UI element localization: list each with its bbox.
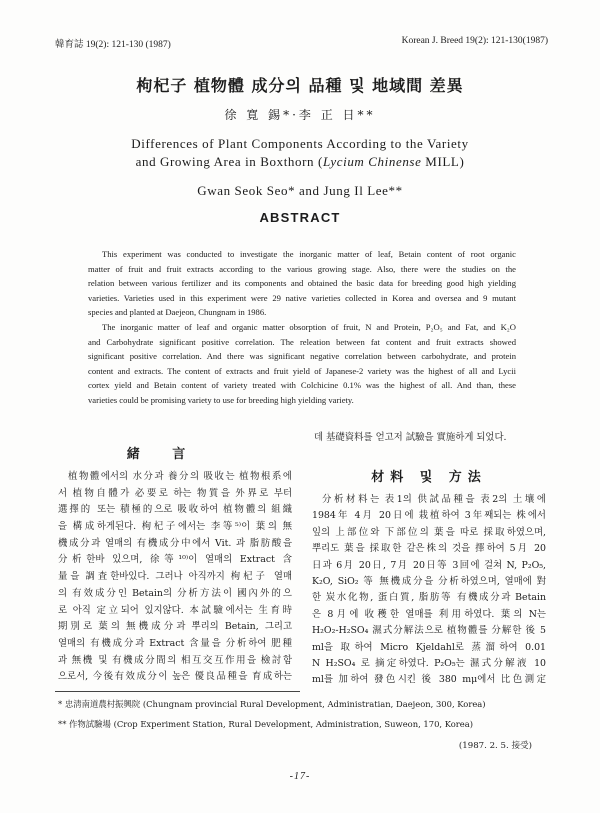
- species-name: Lycium Chinense: [322, 154, 422, 169]
- abstract-heading: ABSTRACT: [259, 210, 341, 225]
- body-line: ml를 加하여 發色시킨 後 380 mμ에서 比色測定: [312, 674, 546, 686]
- abstract-line: species and planted at Daejeon, Chungnam in 1986.: [88, 307, 267, 317]
- title-english-line-2: [0, 154, 600, 170]
- body-line: 로 아직 定立되어 있지않다. 本試驗에서는 生育時: [58, 604, 292, 616]
- methods-body: [312, 492, 546, 689]
- page-number: -17-: [289, 771, 311, 782]
- body-line: 日과 6月 20日, 7月 20日等 3回에 걸쳐 N, P₂O₅,: [312, 559, 546, 571]
- body-line: H₂O₂-H₂SO₄ 濕式分解法으로 植物體를 分解한 後 5: [312, 625, 546, 637]
- body-line: 은 8月에 收穫한 열매를 利用하였다. 葉의 N는: [312, 608, 546, 620]
- title-english-line-2-pre: and Growing Area in Boxthorn (: [135, 154, 323, 169]
- abstract-line: varieties could be promising variety to use for breeding high yielding variety.: [88, 394, 354, 405]
- title-english-line-2-post: MILL): [421, 154, 465, 169]
- body-line: 量을 調査한바있다. 그러나 아직까지 枸杞子 열매: [58, 571, 292, 583]
- running-header-left: 韓育誌 19(2): 121-130 (1987): [55, 40, 171, 50]
- footnote-affiliation-2: ** 作物試驗場 (Crop Experiment Station, Rural Development, Administration, Suweon, 170, Korea): [58, 719, 474, 729]
- body-line: 으로서, 今後有效成分이 높은 優良品種을 育成하는: [58, 671, 292, 683]
- footnote-affiliation-1: * 忠淸南道農村振興院 (Chungnam provincial Rural Development, Administratian, Daejeon, 300, Korea): [58, 699, 486, 709]
- body-line: 서 植物自體가 必要로 하는 物質을 外界로 부터: [58, 487, 292, 499]
- body-line: K₂O, SiO₂ 等 無機成分을 分析하였으며, 열매에 對: [312, 575, 546, 587]
- body-line: 機成分과 열매의 有機成分中에서 Vit. 과 脂肪酸을: [58, 537, 292, 549]
- abstract-line: matter of fruit and fruit extracts according to the various growing stage. Also, there were the studies on the: [88, 263, 516, 274]
- abstract-line: and Carbohydrate significant positive correlation. The releation between fat content and fruit extracts showed: [88, 336, 516, 347]
- abstract-line: significant positive correlation. And there was significant negative correlation between carbohydrate, and protein: [88, 351, 516, 361]
- body-line: N H₂SO₄ 로 摘定하였다. P₂O₅는 濕式分解液 10: [312, 657, 546, 669]
- abstract-line: This experiment was conducted to investigate the inorganic matter of leaf, Betain content of root organic: [102, 249, 516, 259]
- abstract-line: content and extracts. The content of extracts and fruit yield of Japanese-2 variety was the highest of all and Lycii: [88, 365, 516, 376]
- body-line: 과 無機 및 有機成分間의 相互交互作用을 檢討함: [58, 654, 292, 666]
- abstract-line: relation between various fertilizer and its components and obtained the basic data for breeding good high yielding: [88, 278, 516, 288]
- title-korean: 枸杞子 植物體 成分의 品種 및 地域間 差異: [136, 76, 464, 95]
- body-line: 한 炭水化物, 蛋白質, 脂肪等 有機成分과 Betain: [312, 592, 546, 604]
- body-line: ml을 取하여 Micro Kjeldahl로 蒸溜하여 0.01: [312, 641, 546, 653]
- introduction-body: [58, 469, 292, 686]
- body-line: 期別로 葉의 無機成分과 뿌리의 Betain, 그리고: [58, 621, 292, 633]
- body-line: 分析한바 있으며, 徐等¹⁰⁾이 열매의 Extract 含: [58, 554, 292, 566]
- abstract-line: cortex yield and Betain content of variety treated with Colchicine 0.1% was the highest of all. And than, these: [88, 380, 516, 390]
- body-line: 分析材料는 表1의 供試品種을 表2의 土壤에: [322, 494, 546, 505]
- title-english-line-1: Differences of Plant Components According to the Variety: [131, 136, 469, 151]
- abstract-paragraph-1: [88, 247, 516, 320]
- running-header-right: Korean J. Breed 19(2): 121-130(1987): [401, 36, 548, 46]
- body-line: 뿌리도 葉을 採取한 같은株의 것을 擇하여 5月 20: [312, 543, 546, 555]
- body-line: 의 有效成分인 Betain의 分析方法이 國內外的으: [58, 587, 292, 599]
- methods-heading: 材料 및 方法: [371, 470, 487, 485]
- abstract-line: The inorganic matter of leaf and organic matter obsorption of fruit, N and Protein, P₂O₅ and Fat, and K₂O: [102, 322, 516, 332]
- body-line: 植物體에서의 水分과 養分의 吸收는 植物根系에: [68, 471, 292, 482]
- authors-korean: 徐 寬 錫*·李 正 日**: [224, 108, 376, 122]
- abstract-paragraph-2: [88, 320, 516, 407]
- introduction-heading: 緒 言: [126, 447, 200, 462]
- footnote-divider: [55, 691, 300, 692]
- introduction-continuation: 데 基礎資料를 얻고저 試驗을 實施하게 되었다.: [314, 432, 507, 443]
- body-line: 열매의 有機成分과 Extract 含量을 分析하여 肥種: [58, 637, 292, 649]
- authors-english: Gwan Seok Seo* and Jung Il Lee**: [197, 183, 403, 198]
- received-date: (1987. 2. 5. 接受): [458, 741, 532, 751]
- body-line: 選擇的 또는 積極的으로 吸收하여 植物體의 組織: [58, 504, 292, 516]
- body-line: 을 構成하게된다. 枸杞子에서는 李等⁵⁾이 葉의 無: [58, 521, 292, 533]
- body-line: 잎의 上部位와 下部位의 葉을 따로 採取하였으며,: [312, 526, 546, 538]
- body-line: 1984年 4月 20日에 栽植하여 3年째되는 株에서: [312, 510, 546, 522]
- abstract-line: varieties. Varieties used in this experiment were 29 native varieties collected in Korea and oversea and 9 mutant: [88, 292, 516, 303]
